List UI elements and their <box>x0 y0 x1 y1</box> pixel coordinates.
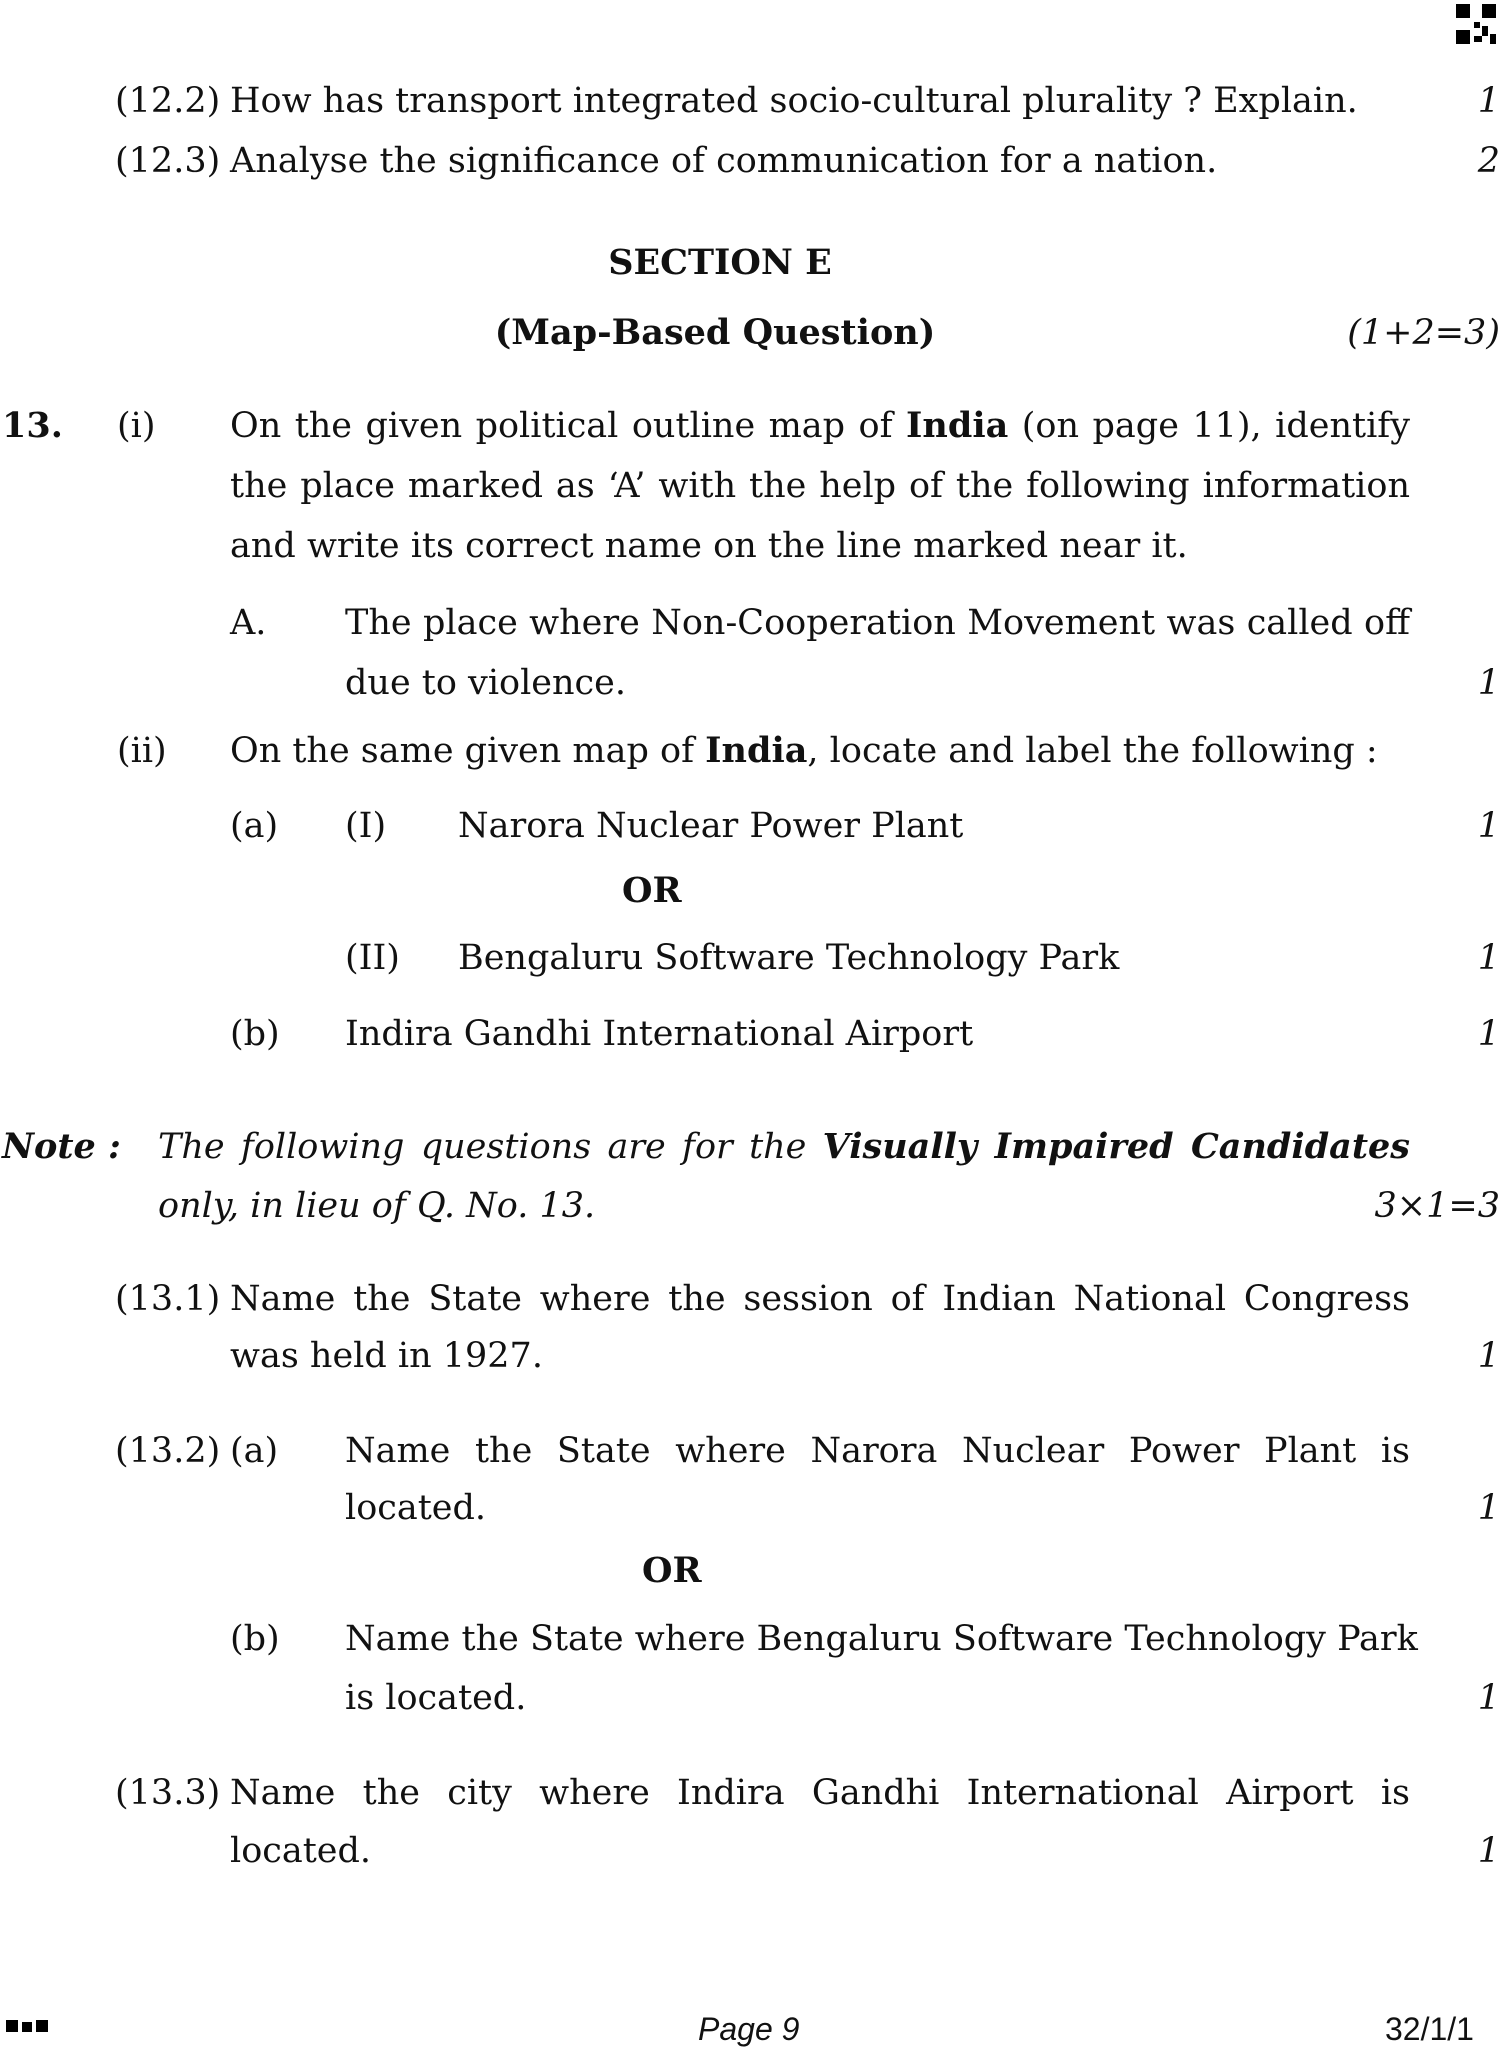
note-line1-a: The following questions are for the <box>158 1127 823 1167</box>
q13-ii-text-a: On the same given map of <box>230 731 706 771</box>
q13-i-line1 <box>230 405 1410 447</box>
q13-ii-a-I-label: (I) <box>345 806 387 846</box>
q13-i-country: India <box>906 405 1009 446</box>
q13-ii-b-marks: 1 <box>1477 1014 1500 1054</box>
footer-qr-icon <box>6 2020 50 2034</box>
q13-2-b-label: (b) <box>230 1619 280 1659</box>
q13-i-line1-a: On the given political outline map of <box>230 406 907 446</box>
q13-i-line2: the place marked as ‘A’ with the help of the following information <box>230 466 1410 506</box>
q13-2-b-line1: Name the State where Bengaluru Software Technology Park <box>345 1619 1418 1659</box>
q13-2-a-line2: located. <box>345 1488 487 1528</box>
q13-i-A-marks: 1 <box>1477 663 1500 703</box>
note-line1 <box>158 1126 1410 1168</box>
q13-i-A-line1: The place where Non-Cooperation Movement was called off <box>345 603 1410 643</box>
q13-2-a-line1: Name the State where Narora Nuclear Power Plant is <box>345 1431 1410 1471</box>
q13-2-number: (13.2) <box>115 1431 221 1471</box>
q13-ii-a-II-label: (II) <box>345 938 400 978</box>
q13-ii-b-label: (b) <box>230 1014 280 1054</box>
q13-ii-a-I-text: Narora Nuclear Power Plant <box>458 806 964 846</box>
q13-3-line2: located. <box>230 1831 372 1871</box>
q13-3-number: (13.3) <box>115 1773 221 1813</box>
q13-1-marks: 1 <box>1477 1336 1500 1376</box>
q12-2-number: (12.2) <box>115 81 221 121</box>
note-label: Note : <box>2 1126 121 1167</box>
note-line2: only, in lieu of Q. No. 13. <box>158 1186 596 1226</box>
q13-1-line1: Name the State where the session of Indian National Congress <box>230 1279 1410 1319</box>
q13-i-A-label: A. <box>230 603 267 643</box>
q13-number: 13. <box>2 405 63 446</box>
q12-3-text: Analyse the significance of communication for a nation. <box>230 141 1218 181</box>
q13-3-line1: Name the city where Indira Gandhi International Airport is <box>230 1773 1410 1813</box>
q13-2-a-marks: 1 <box>1477 1488 1500 1528</box>
footer-code: 32/1/1 <box>1385 2011 1474 2047</box>
q13-ii-text-b: , locate and label the following : <box>807 731 1378 771</box>
q13-ii-a-I-marks: 1 <box>1477 806 1500 846</box>
q13-1-number: (13.1) <box>115 1279 221 1319</box>
qr-code-icon <box>1456 4 1496 44</box>
q13-1-line2: was held in 1927. <box>230 1336 543 1376</box>
q13-ii-b-text: Indira Gandhi International Airport <box>345 1014 974 1054</box>
q12-3-marks: 2 <box>1477 141 1500 181</box>
q13-i-A-line2: due to violence. <box>345 663 626 703</box>
q13-2-b-line2: is located. <box>345 1678 527 1718</box>
q13-ii-label: (ii) <box>117 731 167 771</box>
q13-2-a-label: (a) <box>230 1431 279 1471</box>
note-line1-bold: Visually Impaired Candidates <box>822 1126 1410 1167</box>
q13-ii-a-II-text: Bengaluru Software Technology Park <box>458 938 1120 978</box>
footer-page-number: Page 9 <box>698 2011 800 2047</box>
q13-i-label: (i) <box>117 406 156 446</box>
q12-2-marks: 1 <box>1477 81 1500 121</box>
q13-i-line3: and write its correct name on the line marked near it. <box>230 526 1188 566</box>
section-subtitle: (Map-Based Question) <box>494 312 936 353</box>
q13-3-marks: 1 <box>1477 1831 1500 1871</box>
q13-ii-country: India <box>705 730 808 771</box>
q13-2-b-marks: 1 <box>1477 1678 1500 1718</box>
q13-2-or: OR <box>642 1550 702 1591</box>
note-marks: 3×1=3 <box>1374 1186 1500 1226</box>
q13-ii-a-II-marks: 1 <box>1477 938 1500 978</box>
section-marks: (1+2=3) <box>1347 313 1500 353</box>
q13-i-line1-b: (on page 11), identify <box>1008 406 1410 446</box>
q13-ii-or: OR <box>622 870 682 911</box>
q12-2-text: How has transport integrated socio-cultural plurality ? Explain. <box>230 81 1358 121</box>
section-title: SECTION E <box>608 242 832 283</box>
q13-ii-a-label: (a) <box>230 806 279 846</box>
q13-ii-text <box>230 730 1378 772</box>
q12-3-number: (12.3) <box>115 141 221 181</box>
